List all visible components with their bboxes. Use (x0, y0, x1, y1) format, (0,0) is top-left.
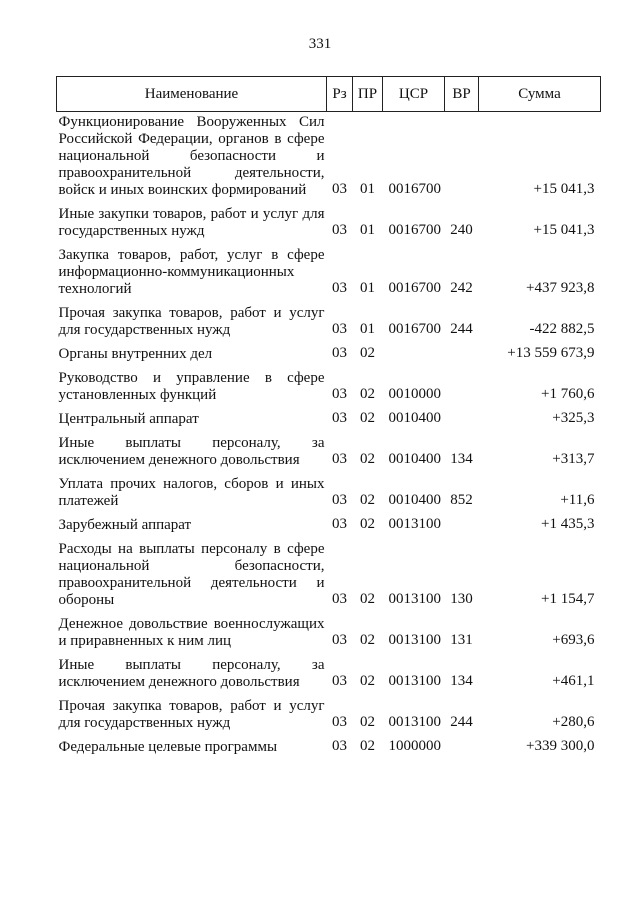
header-sum: Сумма (479, 77, 601, 112)
cell-sum: +437 923,8 (526, 280, 595, 296)
cell-rz: 03 (332, 492, 347, 508)
cell-vr (445, 112, 479, 205)
cell-pr: 02 (360, 345, 375, 361)
cell-csr: 0016700 (388, 222, 441, 238)
table-row (57, 245, 601, 303)
cell-pr: 02 (360, 492, 375, 508)
cell-csr: 0010400 (388, 492, 441, 508)
cell-rz: 03 (332, 280, 347, 296)
cell-rz: 03 (332, 222, 347, 238)
cell-rz: 03 (332, 181, 347, 197)
cell-pr: 02 (360, 632, 375, 648)
cell-csr: 0010400 (388, 410, 441, 426)
cell-vr: 852 (450, 492, 473, 508)
cell-rz: 03 (332, 673, 347, 689)
table-row (57, 112, 601, 205)
cell-vr: 131 (450, 632, 473, 648)
header-vr: ВР (445, 77, 479, 112)
cell-sum: +693,6 (552, 632, 595, 648)
cell-vr (445, 344, 479, 368)
cell-vr (445, 368, 479, 409)
cell-pr: 01 (360, 222, 375, 238)
table-header (57, 77, 601, 112)
cell-vr: 244 (450, 714, 473, 730)
table-row (57, 655, 601, 696)
cell-rz: 03 (332, 632, 347, 648)
cell-sum: +339 300,0 (526, 738, 595, 754)
cell-pr: 01 (360, 181, 375, 197)
cell-csr: 0010400 (388, 451, 441, 467)
table-row (57, 614, 601, 655)
table-row (57, 539, 601, 614)
cell-sum: +1 154,7 (541, 591, 595, 607)
cell-sum: +15 041,3 (533, 222, 595, 238)
cell-vr: 130 (450, 591, 473, 607)
cell-csr: 0013100 (388, 516, 441, 532)
cell-name: Иные закупки товаров, работ и услуг для государственных нужд (58, 206, 325, 239)
cell-csr: 0013100 (388, 714, 441, 730)
cell-pr: 02 (360, 714, 375, 730)
cell-sum: +1 435,3 (541, 516, 595, 532)
cell-pr: 02 (360, 738, 375, 754)
cell-vr: 240 (450, 222, 473, 238)
cell-sum: +280,6 (552, 714, 595, 730)
cell-pr: 01 (360, 280, 375, 296)
cell-rz: 03 (332, 321, 347, 337)
cell-vr: 134 (450, 451, 473, 467)
cell-pr: 02 (360, 451, 375, 467)
cell-name: Расходы на выплаты персоналу в сфере национальной безопасности, правоохранительной деятельности и обороны (58, 541, 325, 608)
cell-name: Прочая закупка товаров, работ и услуг для государственных нужд (58, 698, 325, 731)
cell-name: Иные выплаты персоналу, за исключением денежного довольствия (58, 435, 325, 468)
table-row (57, 344, 601, 368)
cell-rz: 03 (332, 738, 347, 754)
cell-sum: +13 559 673,9 (507, 345, 595, 361)
cell-rz: 03 (332, 410, 347, 426)
cell-name: Функционирование Вооруженных Сил Российской Федерации, органов в сфере национальной безопасности и правоохранительной деятельности, войск и иных воинских формирований (58, 114, 325, 198)
page-number: 331 (308, 36, 332, 52)
cell-name: Центральный аппарат (58, 411, 199, 427)
table-row (57, 204, 601, 245)
cell-sum: +325,3 (552, 410, 595, 426)
cell-name: Руководство и управление в сфере установленных функций (58, 370, 325, 403)
cell-vr: 242 (450, 280, 473, 296)
table-row (57, 474, 601, 515)
cell-sum: +15 041,3 (533, 181, 595, 197)
cell-rz: 03 (332, 451, 347, 467)
cell-pr: 01 (360, 321, 375, 337)
table-row (57, 433, 601, 474)
table-row (57, 737, 601, 761)
cell-name: Иные выплаты персоналу, за исключением денежного довольствия (58, 657, 325, 690)
cell-vr (445, 515, 479, 539)
table-body (57, 112, 601, 762)
cell-name: Закупка товаров, работ, услуг в сфере информационно-коммуникационных технологий (58, 247, 325, 297)
table-row (57, 696, 601, 737)
cell-csr (383, 344, 445, 368)
cell-name: Федеральные целевые программы (58, 739, 278, 755)
cell-name: Органы внутренних дел (58, 346, 213, 362)
cell-pr: 02 (360, 516, 375, 532)
table-row (57, 368, 601, 409)
cell-vr: 134 (450, 673, 473, 689)
cell-csr: 0016700 (388, 280, 441, 296)
cell-sum: -422 882,5 (529, 321, 595, 337)
header-rz: Рз (327, 77, 353, 112)
cell-csr: 0013100 (388, 591, 441, 607)
cell-vr: 244 (450, 321, 473, 337)
cell-sum: +11,6 (560, 492, 595, 508)
cell-csr: 0013100 (388, 632, 441, 648)
cell-name: Зарубежный аппарат (58, 517, 192, 533)
cell-csr: 0013100 (388, 673, 441, 689)
cell-name: Уплата прочих налогов, сборов и иных платежей (58, 476, 325, 509)
table-row (57, 409, 601, 433)
cell-rz: 03 (332, 591, 347, 607)
cell-name: Денежное довольствие военнослужащих и приравненных к ним лиц (58, 616, 325, 649)
cell-pr: 02 (360, 591, 375, 607)
table-row (57, 303, 601, 344)
cell-csr: 0010000 (388, 386, 441, 402)
cell-rz: 03 (332, 345, 347, 361)
cell-pr: 02 (360, 410, 375, 426)
cell-vr (445, 409, 479, 433)
cell-sum: +461,1 (552, 673, 595, 689)
header-csr: ЦСР (383, 77, 445, 112)
header-name: Наименование (57, 77, 327, 112)
cell-sum: +313,7 (552, 451, 595, 467)
cell-rz: 03 (332, 714, 347, 730)
cell-csr: 1000000 (388, 738, 441, 754)
cell-rz: 03 (332, 516, 347, 532)
cell-csr: 0016700 (388, 181, 441, 197)
cell-vr (445, 737, 479, 761)
header-row (57, 77, 601, 112)
cell-rz: 03 (332, 386, 347, 402)
cell-pr: 02 (360, 386, 375, 402)
budget-table (56, 76, 601, 761)
table-row (57, 515, 601, 539)
cell-pr: 02 (360, 673, 375, 689)
cell-csr: 0016700 (388, 321, 441, 337)
cell-name: Прочая закупка товаров, работ и услуг для государственных нужд (58, 305, 325, 338)
cell-sum: +1 760,6 (541, 386, 595, 402)
header-pr: ПР (353, 77, 383, 112)
